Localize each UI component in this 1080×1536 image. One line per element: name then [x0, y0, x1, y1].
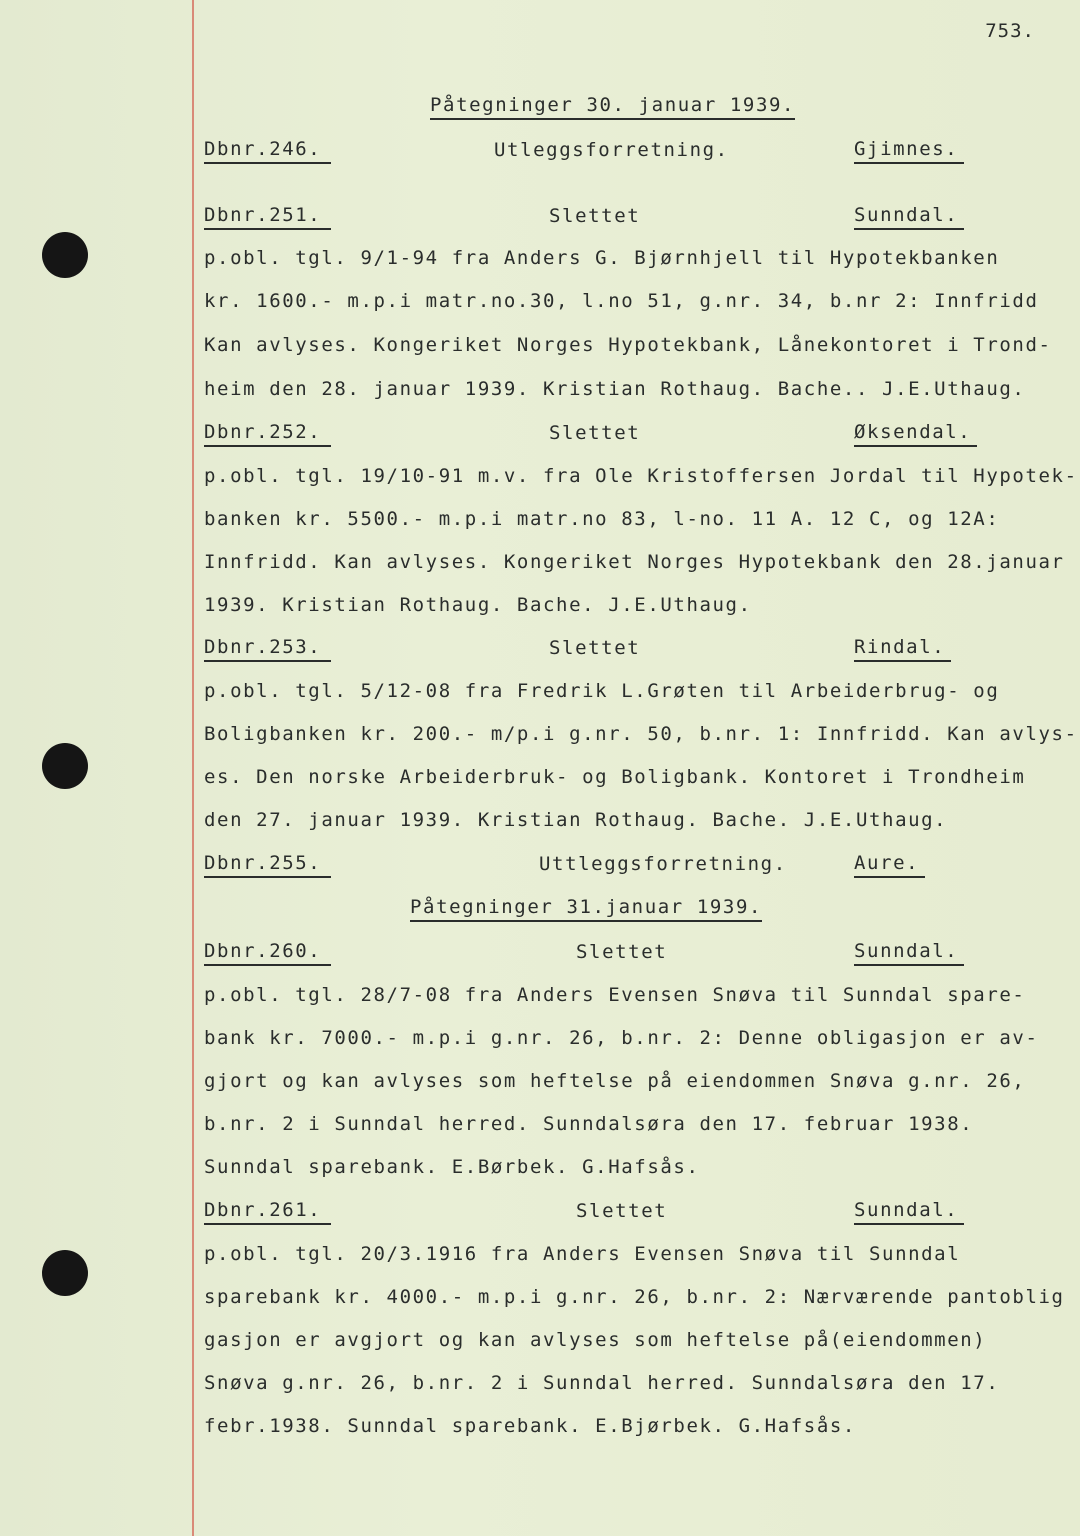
entry-place: Sunndal.	[854, 1197, 964, 1225]
entry-status: Slettet	[549, 205, 641, 227]
dbnr-label: Dbnr.253.	[204, 634, 331, 662]
entry-header	[204, 628, 1054, 668]
entry-text-line: 1939. Kristian Rothaug. Bache. J.E.Uthaug.	[204, 594, 752, 616]
dbnr-label: Dbnr.251.	[204, 202, 331, 230]
entry-header	[204, 1191, 1054, 1231]
entry-text-line: Innfridd. Kan avlyses. Kongeriket Norges Hypotekbank den 28.januar	[204, 551, 1065, 573]
entry-status: Slettet	[576, 941, 668, 963]
entry-text-line: p.obl. tgl. 28/7-08 fra Anders Evensen Snøva til Sunndal spare-	[204, 984, 1026, 1006]
entry-header	[204, 413, 1054, 453]
dbnr-label: Dbnr.255.	[204, 850, 331, 878]
entry-status: Slettet	[549, 422, 641, 444]
entry-text-line: es. Den norske Arbeiderbruk- og Boligbank. Kontoret i Trondheim	[204, 766, 1026, 788]
binder-hole	[42, 232, 88, 278]
date-heading: Påtegninger 31.januar 1939.	[410, 887, 1080, 927]
entry-text-line: heim den 28. januar 1939. Kristian Rothaug. Bache.. J.E.Uthaug.	[204, 378, 1026, 400]
red-margin-line	[192, 0, 194, 1536]
entry-text-line: Snøva g.nr. 26, b.nr. 2 i Sunndal herred. Sunndalsøra den 17.	[204, 1372, 1000, 1394]
entry-text-line: p.obl. tgl. 9/1-94 fra Anders G. Bjørnhjell til Hypotekbanken	[204, 247, 1000, 269]
entry-status: Utleggsforretning.	[494, 139, 729, 161]
entry-place: Sunndal.	[854, 202, 964, 230]
entry-header	[204, 932, 1054, 972]
dbnr-label: Dbnr.260.	[204, 938, 331, 966]
binder-hole	[42, 1250, 88, 1296]
entry-text-line: p.obl. tgl. 20/3.1916 fra Anders Evensen Snøva til Sunndal	[204, 1243, 961, 1265]
entry-status: Slettet	[549, 637, 641, 659]
entry-text-line: banken kr. 5500.- m.p.i matr.no 83, l-no. 11 A. 12 C, og 12A:	[204, 508, 1000, 530]
entry-text-line: p.obl. tgl. 19/10-91 m.v. fra Ole Kristoffersen Jordal til Hypotek-	[204, 465, 1078, 487]
entry-text-line: febr.1938. Sunndal sparebank. E.Bjørbek. G.Hafsås.	[204, 1415, 856, 1437]
entry-text-line: Sunndal sparebank. E.Børbek. G.Hafsås.	[204, 1156, 700, 1178]
entry-text-line: p.obl. tgl. 5/12-08 fra Fredrik L.Grøten til Arbeiderbrug- og	[204, 680, 1000, 702]
entry-text-line: bank kr. 7000.- m.p.i g.nr. 26, b.nr. 2: Denne obligasjon er av-	[204, 1027, 1039, 1049]
dbnr-label: Dbnr.261.	[204, 1197, 331, 1225]
entry-text-line: den 27. januar 1939. Kristian Rothaug. Bache. J.E.Uthaug.	[204, 809, 948, 831]
entry-status: Uttleggsforretning.	[539, 853, 787, 875]
entry-text-line: b.nr. 2 i Sunndal herred. Sunndalsøra den 17. februar 1938.	[204, 1113, 974, 1135]
entry-text-line: gjort og kan avlyses som heftelse på eiendommen Snøva g.nr. 26,	[204, 1070, 1026, 1092]
dbnr-label: Dbnr.252.	[204, 419, 331, 447]
entry-header	[204, 844, 1054, 884]
entry-header	[204, 130, 1054, 170]
entry-place: Rindal.	[854, 634, 951, 662]
entry-text-line: gasjon er avgjort og kan avlyses som heftelse på(eiendommen)	[204, 1329, 987, 1351]
dbnr-label: Dbnr.246.	[204, 136, 331, 164]
binder-hole	[42, 743, 88, 789]
page-number: 753.	[985, 20, 1035, 42]
entry-status: Slettet	[576, 1200, 668, 1222]
date-heading: Påtegninger 30. januar 1939.	[430, 85, 1080, 125]
entry-header	[204, 196, 1054, 236]
entry-place: Sunndal.	[854, 938, 964, 966]
entry-text-line: sparebank kr. 4000.- m.p.i g.nr. 26, b.nr. 2: Nærværende pantoblig	[204, 1286, 1065, 1308]
entry-place: Gjimnes.	[854, 136, 964, 164]
entry-place: Øksendal.	[854, 419, 977, 447]
entry-text-line: kr. 1600.- m.p.i matr.no.30, l.no 51, g.nr. 34, b.nr 2: Innfridd	[204, 290, 1039, 312]
entry-place: Aure.	[854, 850, 925, 878]
entry-text-line: Boligbanken kr. 200.- m/p.i g.nr. 50, b.nr. 1: Innfridd. Kan avlys-	[204, 723, 1078, 745]
entry-text-line: Kan avlyses. Kongeriket Norges Hypotekbank, Lånekontoret i Trond-	[204, 334, 1052, 356]
